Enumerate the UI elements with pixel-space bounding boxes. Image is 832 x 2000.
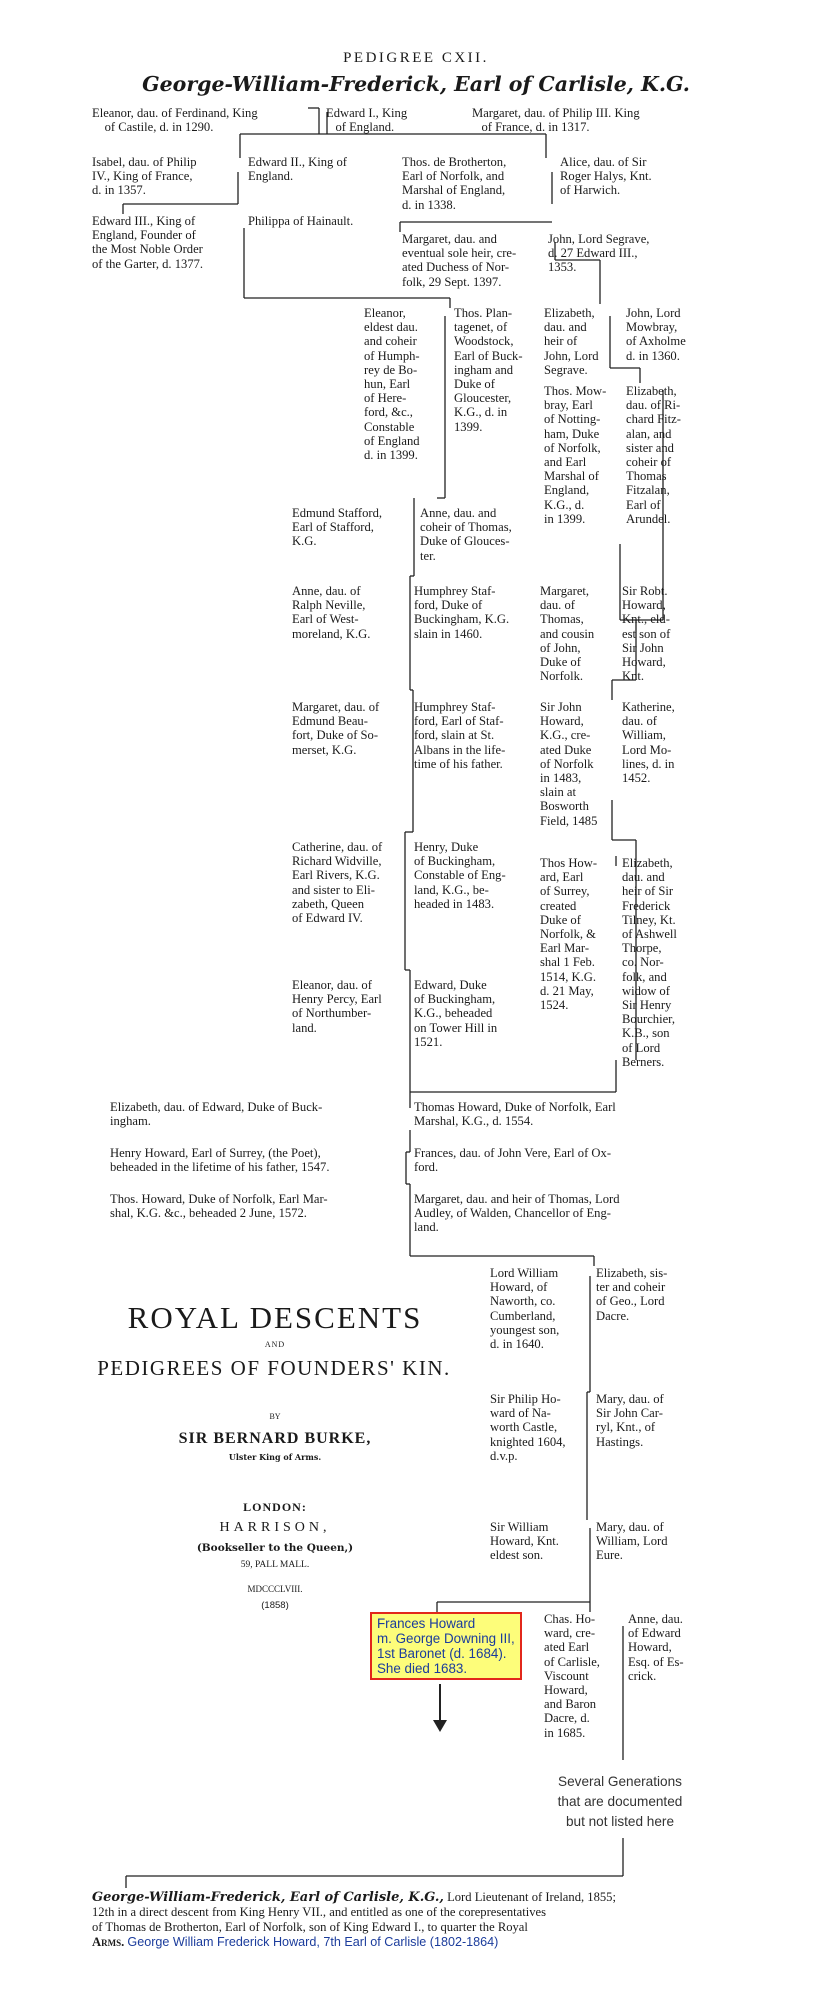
footer-block: [92, 1890, 812, 1950]
entry-thos-brotherton: Thos. de Brotherton, Earl of Norfolk, and Marshal of England, d. in 1338.: [402, 155, 507, 212]
entry-elizabeth-fitzalan: Elizabeth, dau. of Ri- chard Fitz- alan, and sister and coheir of Thomas Fitzalan, Earl of Arundel.: [626, 384, 681, 526]
entry-isabel: Isabel, dau. of Philip IV., King of France, d. in 1357.: [92, 155, 197, 198]
entry-elizabeth-tilney: Elizabeth, dau. and heir of Sir Frederick Tilney, Kt. of Ashwell Thorpe, co. Nor- folk, and widow of Sir Henry Bourchier, K.B., son of Lord Berners.: [622, 856, 677, 1069]
book-address: 59, PALL MALL.: [240, 1560, 310, 1570]
book-publisher: HARRISON,: [219, 1520, 331, 1535]
entry-thos-mowbray: Thos. Mow- bray, Earl of Notting- ham, Duke of Norfolk, and Earl Marshal of England, K.G., d. in 1399.: [544, 384, 607, 526]
entry-elizabeth-edward: Elizabeth, dau. of Edward, Duke of Buck- ingham.: [110, 1100, 323, 1129]
entry-sir-william-howard: Sir William Howard, Knt. eldest son.: [490, 1520, 559, 1563]
entry-elizabeth-dacre: Elizabeth, sis- ter and coheir of Geo., Lord Dacre.: [596, 1266, 668, 1323]
book-author: SIR BERNARD BURKE,: [178, 1430, 372, 1447]
footer-line4-start: Arms.: [92, 1935, 125, 1949]
entry-margaret-norfolk: Margaret, dau. and eventual sole heir, cre- ated Duchess of Nor- folk, 29 Sept. 1397.: [402, 232, 517, 289]
book-year-roman: MDCCCLVIII.: [247, 1584, 303, 1594]
book-title-line1: ROYAL DESCENTS: [127, 1300, 423, 1335]
entry-mary-caryll: Mary, dau. of Sir John Car- ryl, Knt., of Hastings.: [596, 1392, 664, 1449]
pedigree-number: PEDIGREE CXII.: [343, 50, 489, 66]
entry-anne-howard: Anne, dau. of Edward Howard, Esq. of Es- crick.: [628, 1612, 684, 1683]
entry-mary-eure: Mary, dau. of William, Lord Eure.: [596, 1520, 668, 1563]
entry-edmund-stafford: Edmund Stafford, Earl of Stafford, K.G.: [292, 506, 383, 549]
entry-john-segrave: John, Lord Segrave, d. 27 Edward III., 1353.: [548, 232, 650, 275]
entry-edward-iii: Edward III., King of England, Founder of the Most Noble Order of the Garter, d. 1377.: [92, 214, 204, 271]
entry-margaret-audley: Margaret, dau. and heir of Thomas, Lord Audley, of Walden, Chancellor of Eng- land.: [414, 1192, 620, 1235]
entry-edward-buckingham: Edward, Duke of Buckingham, K.G., beheaded on Tower Hill in 1521.: [414, 978, 498, 1049]
entry-thos-howard-surrey: Thos How- ard, Earl of Surrey, created Duke of Norfolk, & Earl Mar- shal 1 Feb. 1514, K.G. d. 21 May, 1524.: [540, 856, 598, 1013]
entry-catherine-widville: Catherine, dau. of Richard Widville, Earl Rivers, K.G. and sister to Eli- zabeth, Queen of Edward IV.: [292, 840, 383, 926]
entry-margaret-beaufort: Margaret, dau. of Edmund Beau- fort, Duke of So- merset, K.G.: [292, 700, 380, 757]
entry-margaret-thomas: Margaret, dau. of Thomas, and cousin of John, Duke of Norfolk.: [540, 584, 595, 684]
entry-katherine-moline: Katherine, dau. of William, Lord Mo- lines, d. in 1452.: [622, 700, 675, 786]
entry-elizabeth-segrave: Elizabeth, dau. and heir of John, Lord Segrave.: [544, 306, 599, 377]
entry-frances-vere: Frances, dau. of John Vere, Earl of Ox- ford.: [414, 1146, 612, 1175]
entry-edward-ii: Edward II., King of England.: [248, 155, 347, 184]
entry-eleanor-bohun: Eleanor, eldest dau. and coheir of Humph- rey de Bo- hun, Earl of Here- ford, &c., Constable of England d. in 1399.: [364, 306, 420, 463]
entry-thos-howard-1572: Thos. Howard, Duke of Norfolk, Earl Mar- shal, K.G. &c., beheaded 2 June, 1572.: [110, 1192, 328, 1221]
book-publisher-role: (Bookseller to the Queen,): [196, 1542, 354, 1554]
entry-lord-william-howard: Lord William Howard, of Naworth, co. Cumberland, youngest son, d. in 1640.: [490, 1266, 560, 1352]
book-place: LONDON:: [243, 1500, 307, 1514]
entry-sir-john-howard: Sir John Howard, K.G., cre- ated Duke of Norfolk in 1483, slain at Bosworth Field, 1485: [540, 700, 598, 828]
entry-anne-neville: Anne, dau. of Ralph Neville, Earl of West- moreland, K.G.: [292, 584, 371, 641]
entry-anne-gloucester: Anne, dau. and coheir of Thomas, Duke of Glouces- ter.: [420, 506, 512, 563]
book-title-line2: PEDIGREES OF FOUNDERS' KIN.: [97, 1356, 451, 1380]
entry-henry-buckingham: Henry, Duke of Buckingham, Constable of Eng- land, K.G., be- headed in 1483.: [414, 840, 506, 911]
entry-henry-howard-surrey: Henry Howard, Earl of Surrey, (the Poet), beheaded in the lifetime of his father, 1547.: [110, 1146, 330, 1175]
several-generations-note: Several Generations that are documented but not listed here: [557, 1774, 683, 1829]
footer-line3: of Thomas de Brotherton, Earl of Norfolk, son of King Edward I., to quarter the Royal: [92, 1920, 528, 1934]
footer-subject-name: George-William-Frederick, Earl of Carlisle, K.G.,: [92, 1890, 444, 1905]
entry-sir-robt-howard: Sir Robt. Howard, Knt., eld- est son of Sir John Howard, Knt.: [622, 584, 671, 684]
pedigree-title: George-William-Frederick, Earl of Carlisle, K.G.: [142, 72, 690, 96]
book-author-office: Ulster King of Arms.: [228, 1452, 322, 1462]
entry-humphrey-1460: Humphrey Staf- ford, Duke of Buckingham, K.G. slain in 1460.: [414, 584, 510, 641]
entry-humphrey-st-albans: Humphrey Staf- ford, Earl of Staf- ford, slain at St. Albans in the life- time of his father.: [414, 700, 506, 771]
entry-john-mowbray: John, Lord Mowbray, of Axholme d. in 1360.: [626, 306, 686, 363]
footer-caption: George William Frederick Howard, 7th Earl of Carlisle (1802-1864): [127, 1935, 499, 1949]
footer-line2: 12th in a direct descent from King Henry VII., and entitled as one of the corepresentatives: [92, 1905, 547, 1919]
entry-philippa: Philippa of Hainault.: [248, 214, 354, 228]
entry-eleanor-ferdinand: Eleanor, dau. of Ferdinand, King of Castile, d. in 1290.: [92, 106, 258, 135]
frances-howard-note: Frances Howard m. George Downing III, 1st Baronet (d. 1684). She died 1683.: [370, 1612, 522, 1680]
entry-thomas-howard-1554: Thomas Howard, Duke of Norfolk, Earl Marshal, K.G., d. 1554.: [414, 1100, 616, 1129]
entry-eleanor-percy: Eleanor, dau. of Henry Percy, Earl of Northumber- land.: [292, 978, 382, 1035]
book-by: BY: [269, 1412, 281, 1421]
book-title-and: AND: [264, 1340, 286, 1349]
entry-thos-plantagenet: Thos. Plan- tagenet, of Woodstock, Earl of Buck- ingham and Duke of Gloucester, K.G., d. in 1399.: [454, 306, 523, 434]
book-year: (1858): [261, 1600, 289, 1611]
entry-chas-howard: Chas. Ho- ward, cre- ated Earl of Carlisle, Viscount Howard, and Baron Dacre, d. in 1685.: [544, 1612, 600, 1740]
entry-edward-i: Edward I., King of England.: [326, 106, 408, 135]
entry-sir-philip-howard: Sir Philip Ho- ward of Na- worth Castle, knighted 1604, d.v.p.: [490, 1392, 566, 1463]
entry-margaret-philip: Margaret, dau. of Philip III. King of France, d. in 1317.: [472, 106, 640, 135]
entry-alice-halys: Alice, dau. of Sir Roger Halys, Knt. of Harwich.: [560, 155, 652, 198]
down-arrow-icon: [430, 1684, 450, 1734]
footer-line1-rest: Lord Lieutenant of Ireland, 1855;: [443, 1890, 616, 1904]
